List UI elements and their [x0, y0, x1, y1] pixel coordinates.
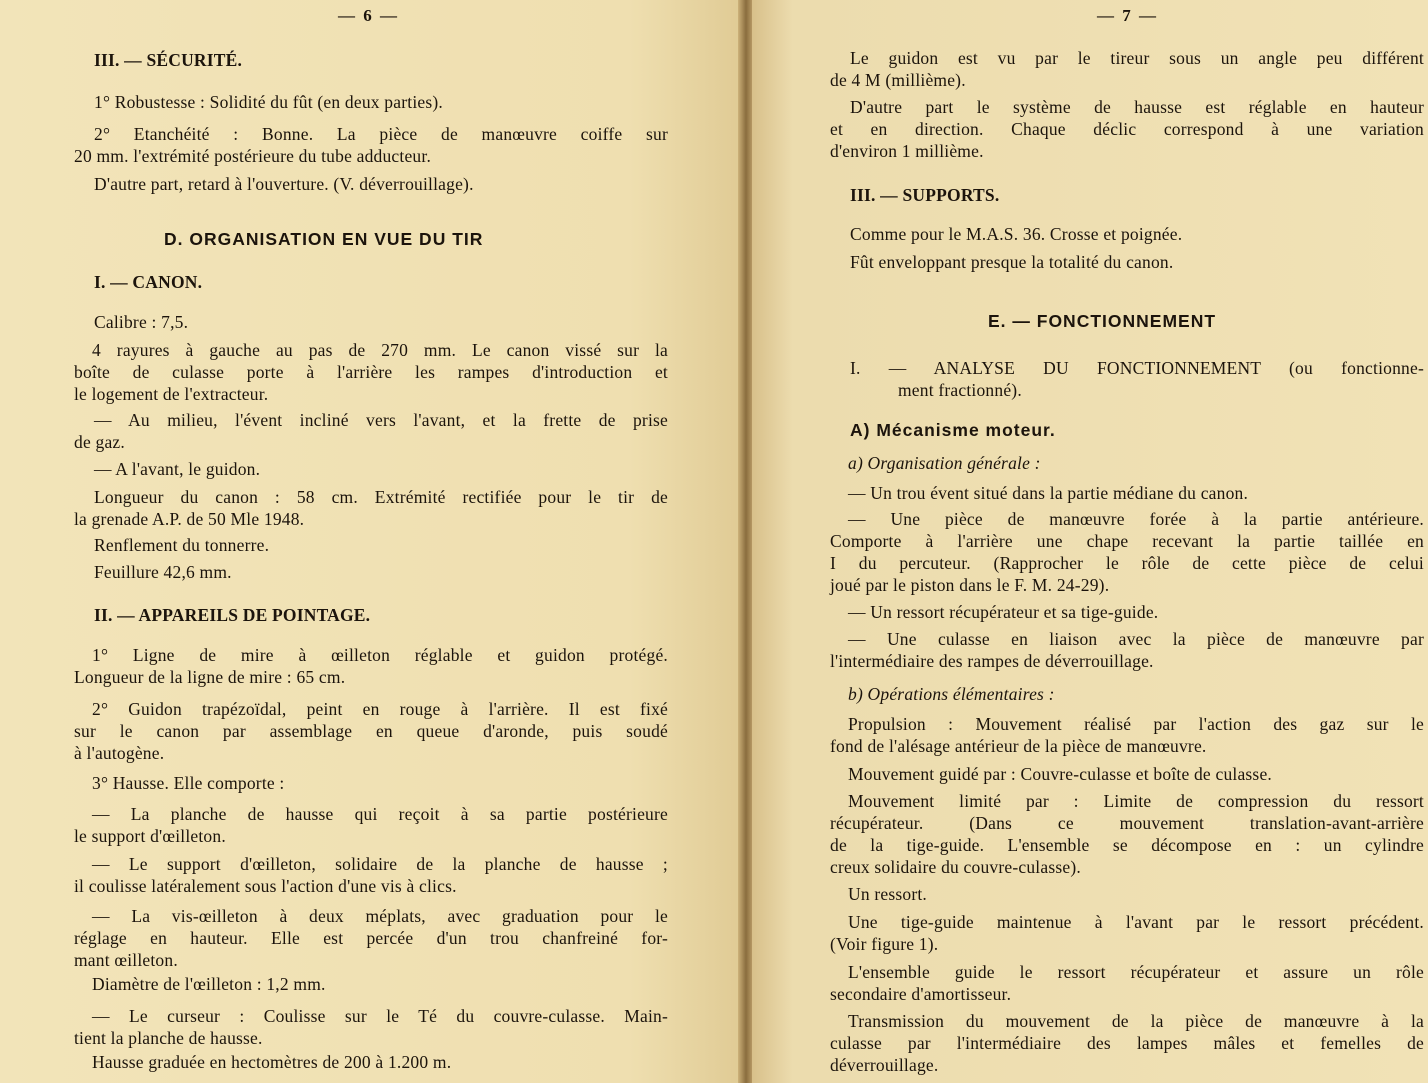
text-line: 2° Etanchéité : Bonne. La pièce de manœuvre coiffe sur	[94, 124, 668, 144]
text-line: 3° Hausse. Elle comporte :	[92, 773, 285, 793]
text-line: la grenade A.P. de 50 Mle 1948.	[74, 509, 305, 529]
text-line: (Voir figure 1).	[830, 934, 939, 954]
text-line: Calibre : 7,5.	[94, 312, 189, 332]
text-line: Mouvement limité par : Limite de compression du ressort	[848, 791, 1424, 811]
text-line: et en direction. Chaque déclic correspond à une variation	[830, 119, 1424, 139]
text-line: Propulsion : Mouvement réalisé par l'action des gaz sur le	[848, 714, 1424, 734]
text-line: de gaz.	[74, 432, 125, 452]
text-line: Comme pour le M.A.S. 36. Crosse et poignée.	[850, 224, 1183, 244]
text-line: le logement de l'extracteur.	[74, 384, 269, 404]
text-line: Hausse graduée en hectomètres de 200 à 1.200 m.	[92, 1052, 452, 1072]
text-line: le support d'œilleton.	[74, 826, 226, 846]
text-line: — La vis-œilleton à deux méplats, avec graduation pour le	[92, 906, 668, 926]
text-line: Un ressort.	[848, 884, 927, 904]
text-line: 1° Ligne de mire à œilleton réglable et guidon protégé.	[92, 645, 668, 665]
text-line: A) Mécanisme moteur.	[850, 420, 1056, 440]
text-line: — A l'avant, le guidon.	[94, 459, 261, 479]
text-line: Le guidon est vu par le tireur sous un angle peu différent	[850, 48, 1424, 68]
text-line: creux solidaire du couvre-culasse).	[830, 857, 1081, 877]
text-line: II. — APPAREILS DE POINTAGE.	[94, 605, 371, 625]
text-line: 2° Guidon trapézoïdal, peint en rouge à l'arrière. Il est fixé	[92, 699, 668, 719]
text-line: Mouvement guidé par : Couvre-culasse et boîte de culasse.	[848, 764, 1272, 784]
text-line: Feuillure 42,6 mm.	[94, 562, 232, 582]
text-line: à l'autogène.	[74, 743, 165, 763]
text-line: — La planche de hausse qui reçoit à sa partie postérieure	[92, 804, 668, 824]
text-line: fond de l'alésage antérieur de la pièce de manœuvre.	[830, 736, 1207, 756]
text-line: III. — SÉCURITÉ.	[94, 50, 243, 70]
text-line: — Un trou évent situé dans la partie médiane du canon.	[848, 483, 1249, 503]
text-line: I. — CANON.	[94, 272, 203, 292]
text-line: ment fractionné).	[898, 380, 1022, 400]
text-line: Comporte à l'arrière une chape recevant la partie taillée en	[830, 531, 1424, 551]
text-line: tient la planche de hausse.	[74, 1028, 263, 1048]
text-line: a) Organisation générale :	[848, 453, 1041, 473]
text-line: de la tige-guide. L'ensemble se décompose en : un cylindre	[830, 835, 1424, 855]
text-line: — Une culasse en liaison avec la pièce de manœuvre par	[848, 629, 1424, 649]
text-line: — Au milieu, l'évent incliné vers l'avant, et la frette de prise	[94, 410, 668, 430]
text-line: Longueur de la ligne de mire : 65 cm.	[74, 667, 346, 687]
text-line: sur le canon par assemblage en queue d'aronde, puis soudé	[74, 721, 668, 741]
text-line: L'ensemble guide le ressort récupérateur et assure un rôle	[848, 962, 1424, 982]
text-line: D'autre part, retard à l'ouverture. (V. déverrouillage).	[94, 174, 474, 194]
text-line: — Un ressort récupérateur et sa tige-guide.	[848, 602, 1159, 622]
text-line: boîte de culasse porte à l'arrière les rampes d'introduction et	[74, 362, 668, 382]
page-number: — 6 —	[338, 6, 399, 25]
text-line: récupérateur. (Dans ce mouvement translation-avant-arrière	[830, 813, 1424, 833]
text-line: secondaire d'amortisseur.	[830, 984, 1012, 1004]
text-line: 4 rayures à gauche au pas de 270 mm. Le canon vissé sur la	[92, 340, 668, 360]
text-line: E. — FONCTIONNEMENT	[988, 311, 1217, 331]
text-line: 1° Robustesse : Solidité du fût (en deux parties).	[94, 92, 443, 112]
text-line: Longueur du canon : 58 cm. Extrémité rectifiée pour le tir de	[94, 487, 668, 507]
text-line: 20 mm. l'extrémité postérieure du tube adducteur.	[74, 146, 432, 166]
text-line: Renflement du tonnerre.	[94, 535, 270, 555]
text-line: il coulisse latéralement sous l'action d'une vis à clics.	[74, 876, 457, 896]
text-line: mant œilleton.	[74, 950, 178, 970]
text-line: — Le curseur : Coulisse sur le Té du couvre-culasse. Main-	[92, 1006, 668, 1026]
right-page	[752, 0, 1428, 1083]
text-line: D'autre part le système de hausse est réglable en hauteur	[850, 97, 1424, 117]
text-line: l'intermédiaire des rampes de déverrouillage.	[830, 651, 1154, 671]
text-line: d'environ 1 millième.	[830, 141, 984, 161]
text-line: de 4 M (millième).	[830, 70, 966, 90]
text-line: b) Opérations élémentaires :	[848, 684, 1055, 704]
text-line: Une tige-guide maintenue à l'avant par le ressort précédent.	[848, 912, 1424, 932]
text-line: Fût enveloppant presque la totalité du canon.	[850, 252, 1174, 272]
text-line: I. — ANALYSE DU FONCTIONNEMENT (ou fonctionne-	[850, 358, 1424, 378]
page-number: — 7 —	[1097, 6, 1158, 25]
text-line: culasse par l'intermédiaire des lampes mâles et femelles de	[830, 1033, 1424, 1053]
text-line: D. ORGANISATION EN VUE DU TIR	[164, 229, 484, 249]
text-line: Transmission du mouvement de la pièce de manœuvre à la	[848, 1011, 1424, 1031]
text-line: — Le support d'œilleton, solidaire de la planche de hausse ;	[92, 854, 668, 874]
text-line: joué par le piston dans le F. M. 24-29).	[830, 575, 1110, 595]
text-line: réglage en hauteur. Elle est percée d'un trou chanfreiné for-	[74, 928, 668, 948]
text-line: Diamètre de l'œilleton : 1,2 mm.	[92, 974, 326, 994]
text-line: III. — SUPPORTS.	[850, 185, 1000, 205]
text-line: I du percuteur. (Rapprocher le rôle de cette pièce de celui	[830, 553, 1424, 573]
text-line: déverrouillage.	[830, 1055, 939, 1075]
text-line: — Une pièce de manœuvre forée à la partie antérieure.	[848, 509, 1424, 529]
